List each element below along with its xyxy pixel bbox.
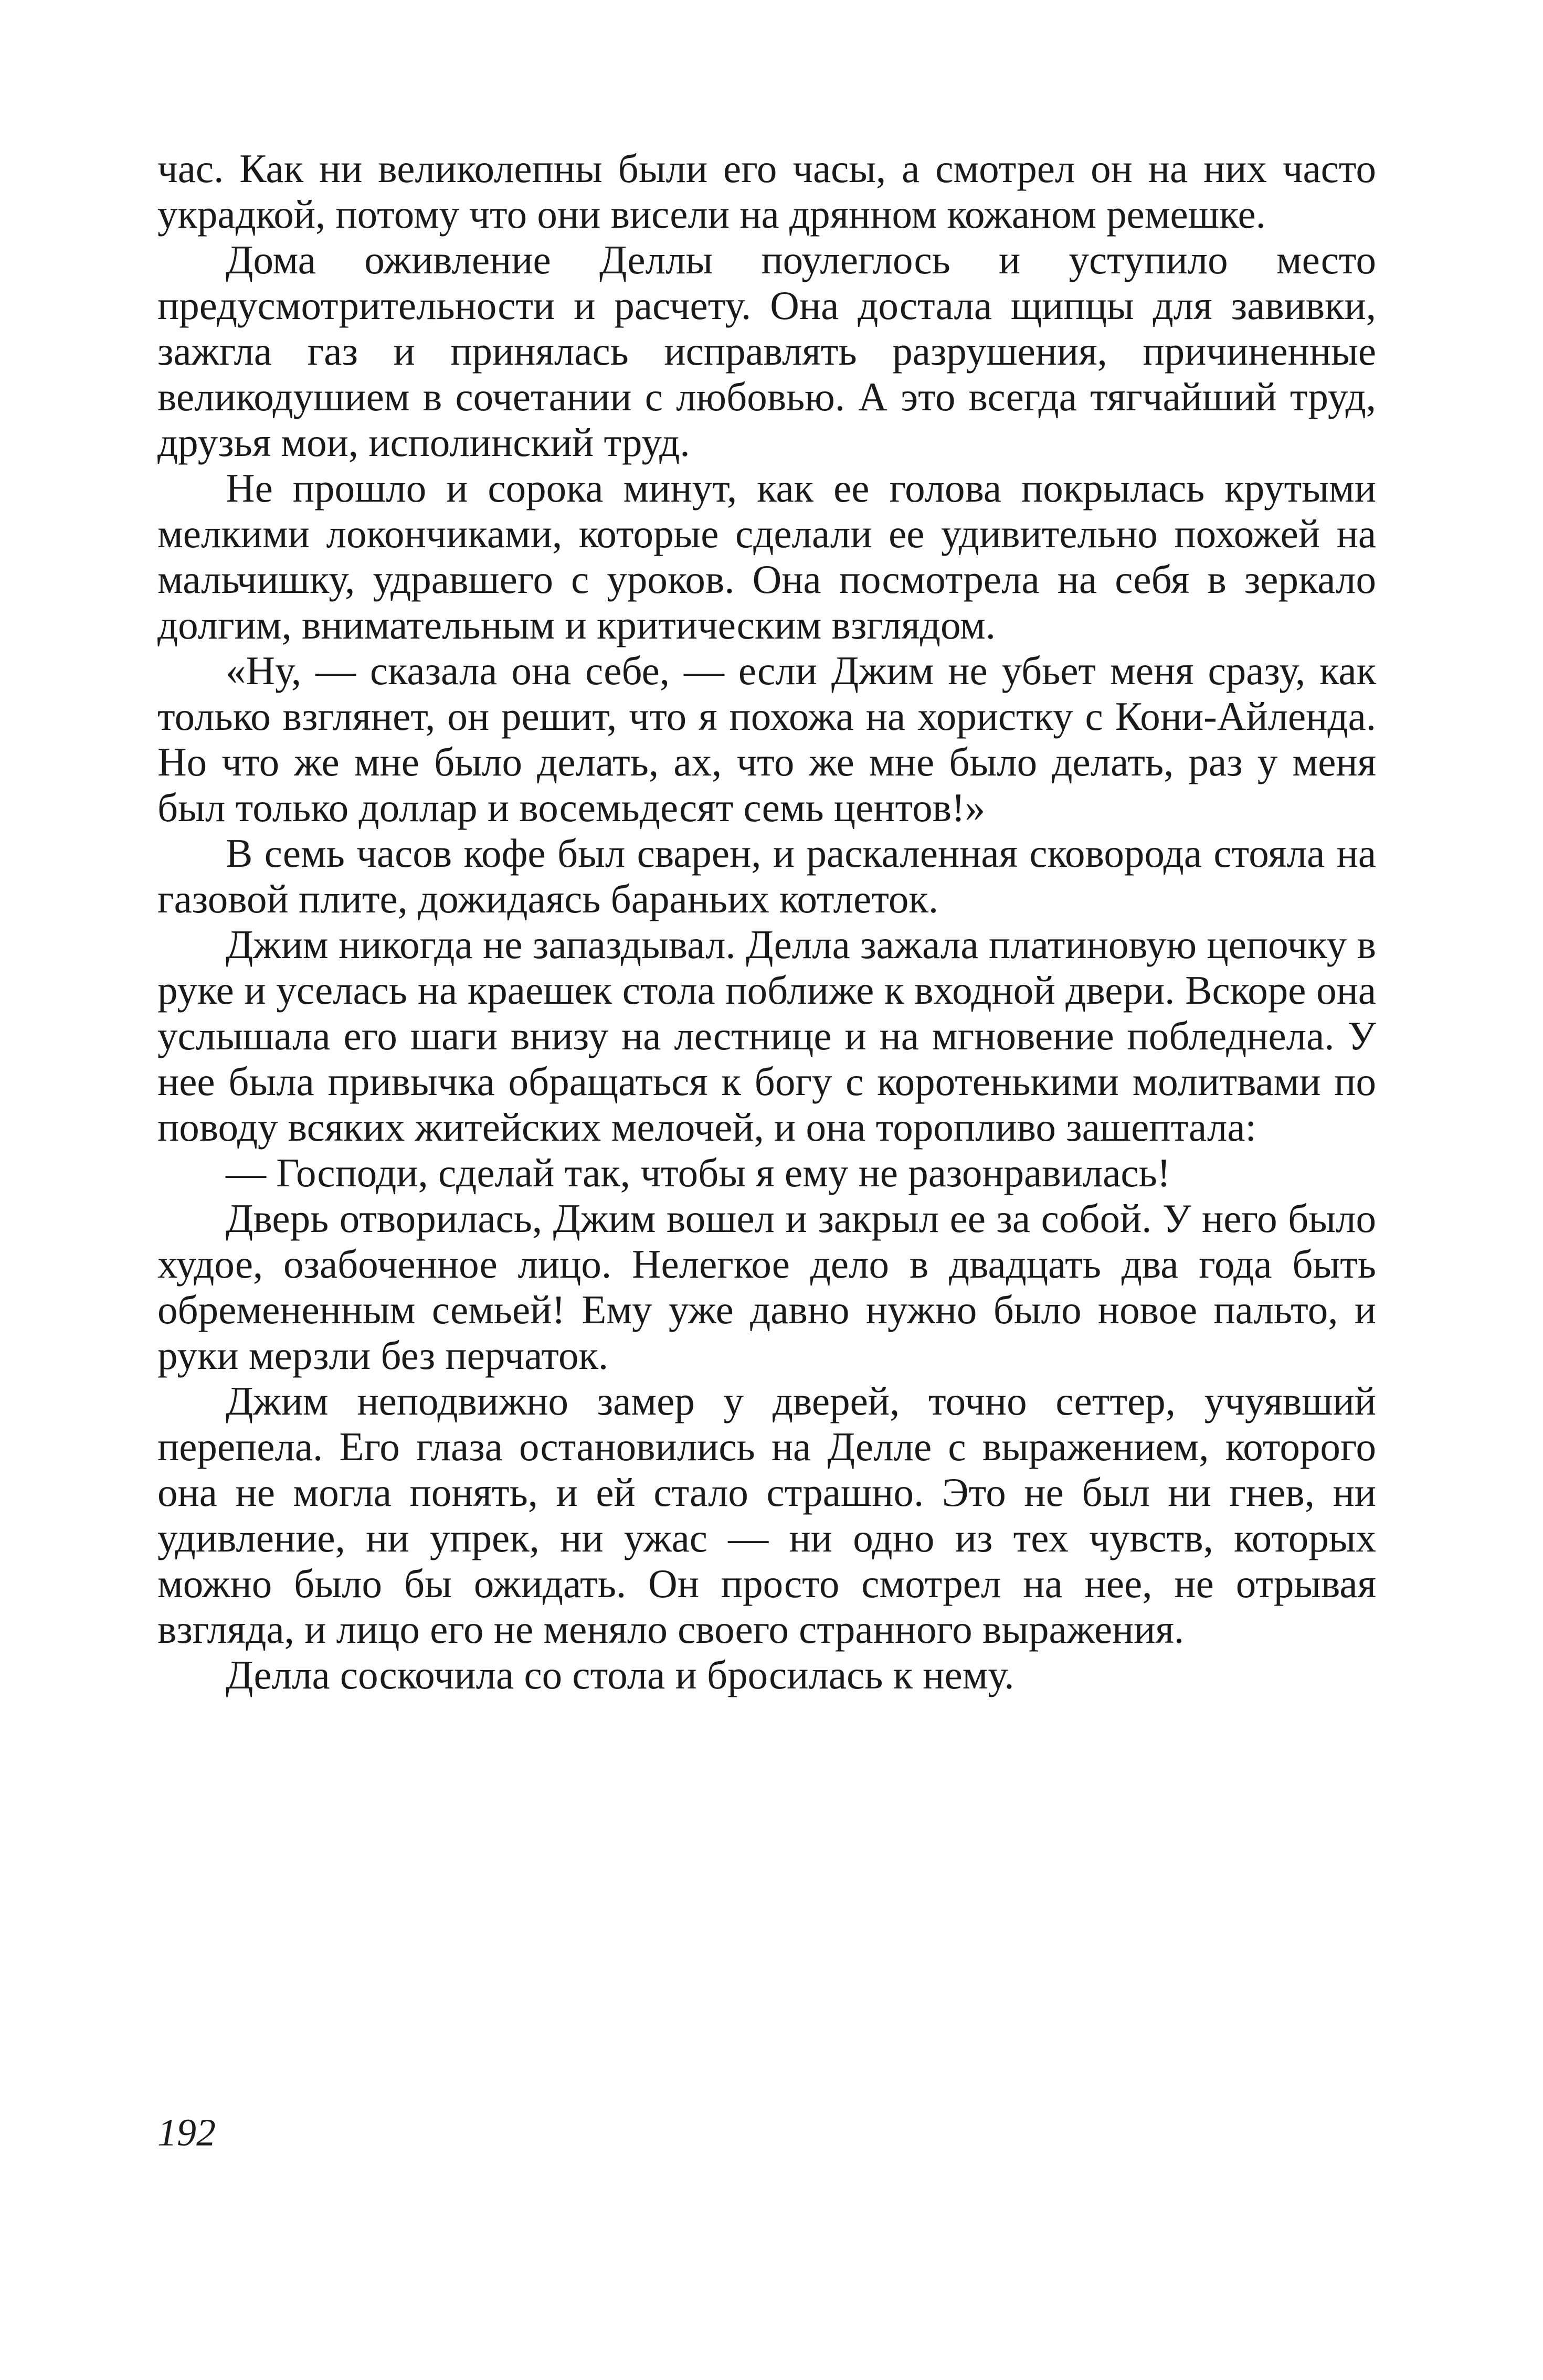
paragraph: Дверь отворилась, Джим вошел и закрыл ее за собой. У него было худое, озабоченное лицо. Нелегкое дело в двадцать два года быть обремененным семьей! Ему уже давно нужно было новое пальто, и руки мерзли без перчаток. (157, 1196, 1376, 1378)
paragraph: час. Как ни великолепны были его часы, а смотрел он на них часто украдкой, потому что они висели на дрянном кожаном ремешке. (157, 146, 1376, 237)
paragraph: Не прошло и сорока минут, как ее голова покрылась крутыми мелкими локончиками, которые сделали ее удивительно похожей на мальчишку, удравшего с уроков. Она посмотрела на себя в зеркало долгим, внимательным и критическим взглядом. (157, 465, 1376, 647)
paragraph: «Ну, — сказала она себе, — если Джим не убьет меня сразу, как только взглянет, он решит, что я похожа на хористку с Кони-Айленда. Но что же мне было делать, ах, что же мне было делать, раз у меня был только доллар и восемьдесят семь центов!» (157, 648, 1376, 830)
page-number: 192 (157, 2111, 216, 2154)
paragraph: Джим неподвижно замер у дверей, точно сеттер, учуявший перепела. Его глаза остановились на Делле с выражением, которого она не могла понять, и ей стало страшно. Это не был ни гнев, ни удивление, ни упрек, ни ужас — ни одно из тех чувств, которых можно было бы ожидать. Он просто смотрел на нее, не отрывая взгляда, и лицо его не меняло своего странного выражения. (157, 1378, 1376, 1652)
paragraph: В семь часов кофе был сварен, и раскаленная сковорода стояла на газовой плите, дожидаясь бараньих котлеток. (157, 831, 1376, 921)
paragraph: Дома оживление Деллы поулеглось и уступило место предусмотрительности и расчету. Она достала щипцы для завивки, зажгла газ и принялась исправлять разрушения, причиненные великодушием в сочетании с любовью. А это всегда тягчайший труд, друзья мои, исполинский труд. (157, 237, 1376, 465)
paragraph: — Господи, сделай так, чтобы я ему не разонравилась! (226, 1150, 1171, 1195)
body-text (157, 146, 1376, 1698)
paragraph: Делла соскочила со стола и бросилась к нему. (226, 1652, 1014, 1697)
paragraph: Джим никогда не запаздывал. Делла зажала платиновую цепочку в руке и уселась на краешек стола поближе к входной двери. Вскоре она услышала его шаги внизу на лестнице и на мгновение побледнела. У нее была привычка обращаться к богу с коротенькими молитвами по поводу всяких житейских мелочей, и она торопливо зашептала: (157, 922, 1376, 1150)
